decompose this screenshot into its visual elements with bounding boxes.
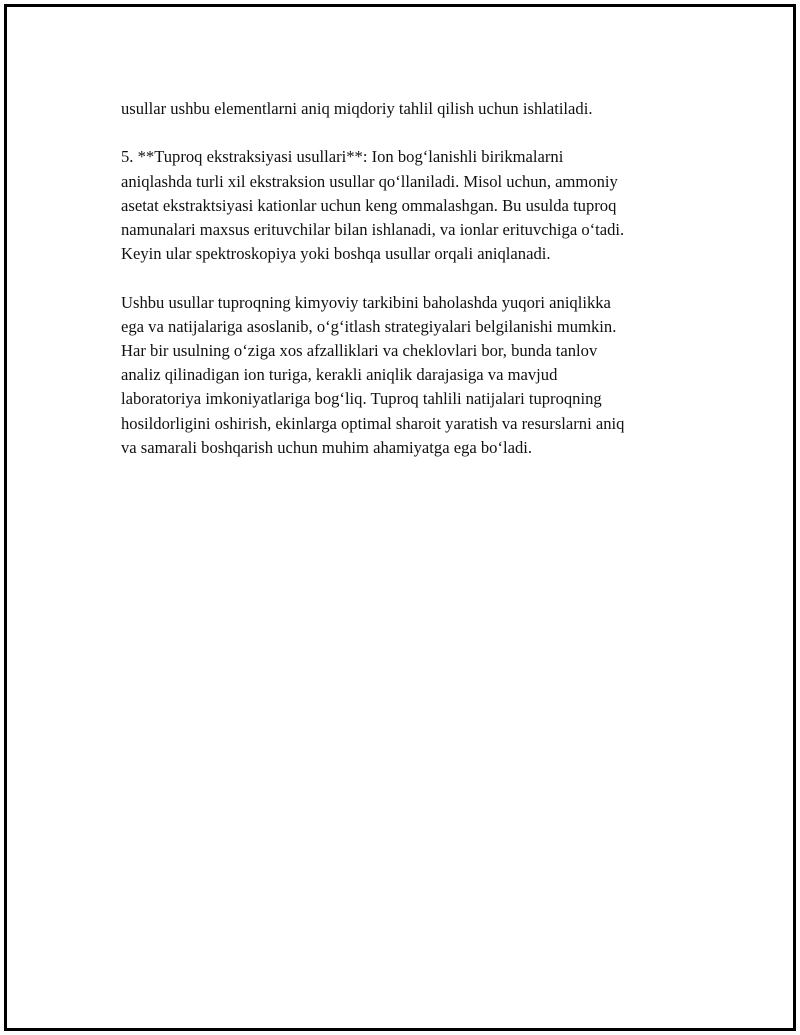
paragraph-continuation: usullar ushbu elementlarni aniq miqdoriy tahlil qilish uchun ishlatiladi. [121,99,593,118]
paragraph-item-5: 5. **Tuproq ekstraksiyasi usullari**: Ion bog‘lanishli birikmalarni aniqlashda turli xil ekstraksion usullar qo‘llaniladi. Misol uchun, ammoniy asetat ekstraktsiyasi kationlar uchun keng ommalashgan. Bu usulda tuproq namunalari maxsus erituvchilar bilan ishlanadi, va ionlar erituvchiga o‘tadi. Keyin ular spektroskopiya yoki boshqa usullar orqali aniqlanadi. [121,147,625,264]
paragraph-conclusion: Ushbu usullar tuproqning kimyoviy tarkibini baholashda yuqori aniqlikka ega va natijalariga asoslanib, o‘g‘itlash strategiyalari belgilanishi mumkin. Har bir usulning o‘ziga xos afzalliklari va cheklovlari bor, bunda tanlov analiz qilinadigan ion turiga, kerakli aniqlik darajasiga va mavjud laboratoriya imkoniyatlariga bog‘liq. Tuproq tahlili natijalari tuproqning hosildorligini oshirish, ekinlarga optimal sharoit yaratish va resurslarni aniq va samarali boshqarish uchun muhim ahamiyatga ega bo‘ladi. [121,292,625,457]
document-body [121,97,691,460]
paragraph-spacer [121,266,691,290]
page-frame [4,4,796,1031]
paragraph-spacer [121,121,691,145]
